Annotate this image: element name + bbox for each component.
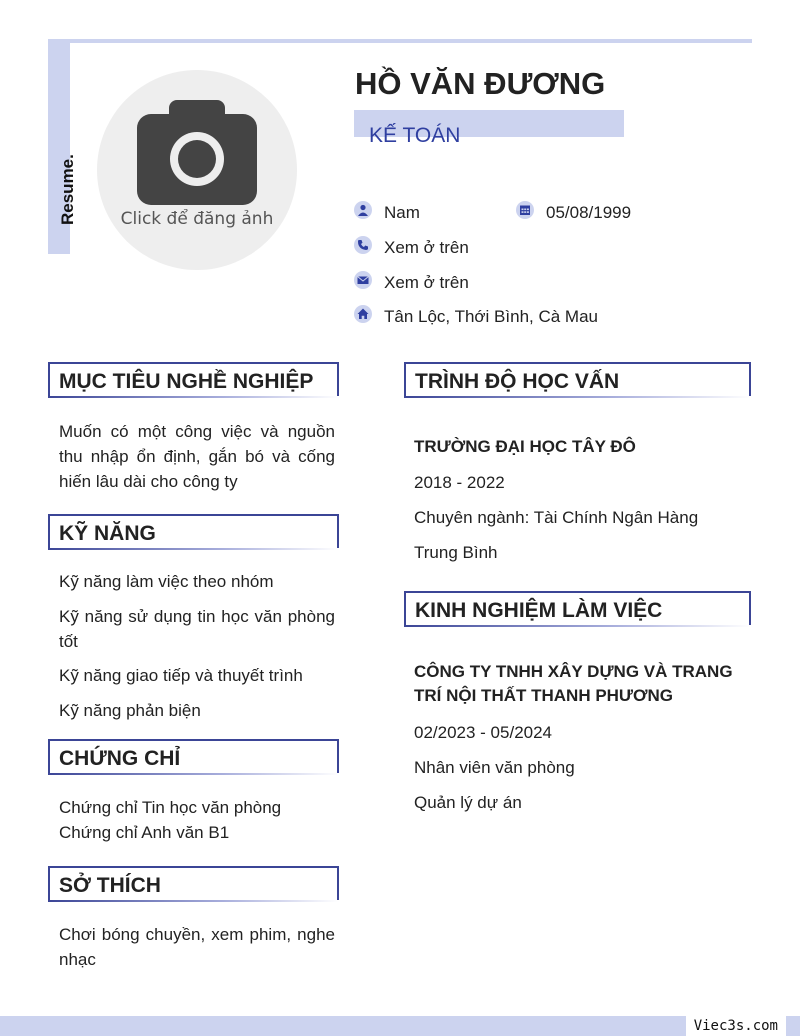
experience-period: 02/2023 - 05/2024 <box>414 723 553 742</box>
phone-value: Xem ở trên <box>384 238 469 257</box>
calendar-icon <box>516 201 534 219</box>
address-value: Tân Lộc, Thới Bình, Cà Mau <box>384 307 598 326</box>
hobbies-text: Chơi bóng chuyền, xem phim, nghe nhạc <box>59 925 335 969</box>
gender-value: Nam <box>384 203 420 222</box>
hobbies-heading <box>48 866 339 901</box>
skill-item: Kỹ năng sử dụng tin học văn phòng tốt <box>59 607 335 651</box>
footer-bar <box>0 1016 800 1036</box>
skills-title: KỸ NĂNG <box>59 522 156 545</box>
candidate-name: HỒ VĂN ĐƯƠNG <box>355 66 606 101</box>
certificates-title: CHỨNG CHỈ <box>59 747 181 770</box>
top-accent-line <box>48 39 752 43</box>
skills-heading <box>48 514 339 549</box>
skill-item: Kỹ năng phản biện <box>59 701 201 720</box>
certificates-heading <box>48 739 339 774</box>
photo-upload-label: Click để đăng ảnh <box>120 209 274 229</box>
objective-title: MỤC TIÊU NGHỀ NGHIỆP <box>59 370 314 393</box>
experience-title: KINH NGHIỆM LÀM VIỆC <box>415 599 663 622</box>
user-icon <box>354 201 372 219</box>
resume-tag: Resume. <box>58 154 77 225</box>
email-icon <box>354 271 372 289</box>
objective-heading <box>48 362 339 397</box>
school-name: TRƯỜNG ĐẠI HỌC TÂY ĐÔ <box>414 437 636 456</box>
company-name: CÔNG TY TNHH XÂY DỰNG VÀ TRANG TRÍ NỘI THẤT THANH PHƯƠNG <box>414 662 733 705</box>
photo-upload[interactable] <box>97 70 297 270</box>
education-heading <box>404 362 751 397</box>
experience-position: Nhân viên văn phòng <box>414 758 575 777</box>
certificate-item: Chứng chỉ Tin học văn phòng <box>59 798 282 817</box>
job-title: KẾ TOÁN <box>369 124 461 147</box>
footer-brand: Viec3s.com <box>686 1016 786 1036</box>
skill-item: Kỹ năng làm việc theo nhóm <box>59 572 274 591</box>
education-grade: Trung Bình <box>414 543 498 562</box>
birthdate-value: 05/08/1999 <box>546 203 632 222</box>
objective-text: Muốn có một công việc và nguồn thu nhập ổn định, gắn bó và cống hiến lâu dài cho công ty <box>59 422 335 491</box>
education-major: Chuyên ngành: Tài Chính Ngân Hàng <box>414 508 699 527</box>
experience-heading <box>404 591 751 626</box>
certificate-item: Chứng chỉ Anh văn B1 <box>59 823 230 842</box>
hobbies-title: SỞ THÍCH <box>59 874 161 897</box>
email-value: Xem ở trên <box>384 273 469 292</box>
skill-item: Kỹ năng giao tiếp và thuyết trình <box>59 666 303 685</box>
home-icon <box>354 305 372 323</box>
education-title: TRÌNH ĐỘ HỌC VẤN <box>415 370 620 393</box>
education-period: 2018 - 2022 <box>414 473 505 492</box>
experience-duty: Quản lý dự án <box>414 793 522 812</box>
phone-icon <box>354 236 372 254</box>
camera-icon <box>137 100 257 205</box>
